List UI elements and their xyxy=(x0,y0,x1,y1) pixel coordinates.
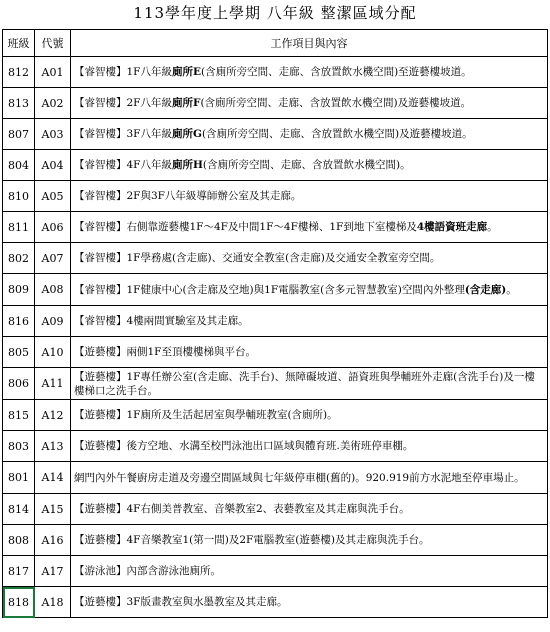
class-cell[interactable]: 802 xyxy=(3,243,35,274)
task-text: 【遊藝樓】4F音樂教室1(第一間)及2F電腦教室(遊藝樓)及其走廊與洗手台。 xyxy=(74,534,430,546)
code-cell[interactable]: A01 xyxy=(35,57,71,88)
header-code[interactable]: 代號 xyxy=(35,30,71,57)
task-text: 【遊藝樓】1F專任辦公室(含走廊、洗手台)、無障礙坡道、語資班與學輔班外走廊(含洗手台)及一樓樓梯口之洗手台。 xyxy=(74,370,535,397)
class-cell[interactable]: 813 xyxy=(3,88,35,119)
table-row xyxy=(3,243,548,274)
table-row xyxy=(3,119,548,150)
table-row xyxy=(3,150,548,181)
cleaning-assignment-table xyxy=(2,29,548,618)
task-text: 【睿智樓】右側靠遊藝樓1F～4F及中間1F～4F樓梯、1F到地下室樓梯及 xyxy=(74,221,417,233)
table-row xyxy=(3,556,548,587)
table-row xyxy=(3,525,548,556)
code-cell[interactable]: A08 xyxy=(35,274,71,306)
task-text: 【睿智樓】1F健康中心(含走廊及空地)與1F電腦教室(含多元智慧教室)空間內外整理 xyxy=(74,283,465,296)
task-text-tail: 。 xyxy=(487,221,498,233)
table-body xyxy=(3,57,548,618)
header-class[interactable]: 班級 xyxy=(3,30,35,57)
table-row xyxy=(3,587,548,618)
task-cell[interactable] xyxy=(71,212,548,243)
code-cell[interactable]: A04 xyxy=(35,150,71,181)
task-cell[interactable] xyxy=(71,462,548,494)
page-title: 113學年度上學期 八年級 整潔區域分配 xyxy=(133,4,417,22)
class-cell[interactable]: 814 xyxy=(3,494,35,525)
table-row xyxy=(3,431,548,462)
class-cell[interactable]: 809 xyxy=(3,274,35,306)
class-cell[interactable]: 805 xyxy=(3,337,35,368)
task-cell[interactable] xyxy=(71,587,548,618)
code-cell[interactable]: A10 xyxy=(35,337,71,368)
task-text-tail: (含廁所旁空間、走廊、含放置飲水機空間)及遊藝樓坡道。 xyxy=(201,128,473,140)
class-cell[interactable]: 808 xyxy=(3,525,35,556)
code-cell[interactable]: A16 xyxy=(35,525,71,556)
code-cell[interactable]: A03 xyxy=(35,119,71,150)
class-cell[interactable]: 810 xyxy=(3,181,35,212)
task-text: 【游泳池】內部含游泳池廁所。 xyxy=(74,565,221,577)
task-cell[interactable] xyxy=(71,181,548,212)
class-cell[interactable]: 807 xyxy=(3,119,35,150)
code-cell[interactable]: A09 xyxy=(35,306,71,337)
task-cell[interactable] xyxy=(71,525,548,556)
task-cell[interactable] xyxy=(71,431,548,462)
header-row xyxy=(3,30,548,57)
task-text: 【睿智樓】1F八年級 xyxy=(74,66,172,78)
task-text-tail: (含廁所旁空間、走廊、含放置飲水機空間)至遊藝樓坡道。 xyxy=(200,66,472,78)
task-text: 【遊藝樓】1F廁所及生活起居室與學輔班教室(含廁所)。 xyxy=(74,409,338,421)
task-text: 【遊藝樓】後方空地、水溝至校門泳池出口區域與體育班.美術班停車棚。 xyxy=(74,440,414,452)
code-cell[interactable]: A02 xyxy=(35,88,71,119)
table-row xyxy=(3,494,548,525)
task-text-bold: 廁所G xyxy=(171,128,202,140)
code-cell[interactable]: A07 xyxy=(35,243,71,274)
task-text-bold: (含走廊) xyxy=(464,283,507,296)
table-row xyxy=(3,462,548,494)
code-cell[interactable]: A13 xyxy=(35,431,71,462)
task-text: 【睿智樓】2F八年級 xyxy=(74,97,172,109)
class-cell[interactable]: 801 xyxy=(3,462,35,494)
class-cell[interactable]: 816 xyxy=(3,306,35,337)
class-cell[interactable]: 815 xyxy=(3,400,35,431)
code-cell[interactable]: A12 xyxy=(35,400,71,431)
task-text: 【睿智樓】4F八年級 xyxy=(74,159,172,171)
table-row xyxy=(3,181,548,212)
table-row xyxy=(3,368,548,400)
code-cell[interactable]: A17 xyxy=(35,556,71,587)
table-row xyxy=(3,88,548,119)
task-text-bold: 廁所E xyxy=(171,66,201,78)
task-text-tail: 。 xyxy=(506,283,517,296)
code-cell[interactable]: A06 xyxy=(35,212,71,243)
task-cell[interactable] xyxy=(71,88,548,119)
task-text: 【睿智樓】2F與3F八年級導師辦公室及其走廊。 xyxy=(74,190,302,202)
task-cell[interactable] xyxy=(71,494,548,525)
class-cell[interactable]: 812 xyxy=(3,57,35,88)
table-row xyxy=(3,306,548,337)
table-row xyxy=(3,57,548,88)
header-task[interactable]: 工作項目與內容 xyxy=(71,30,548,57)
task-text: 【睿智樓】4樓兩間實驗室及其走廊。 xyxy=(74,315,249,327)
code-cell[interactable]: A15 xyxy=(35,494,71,525)
code-cell[interactable]: A14 xyxy=(35,462,71,494)
task-cell[interactable] xyxy=(71,306,548,337)
task-text: 【遊藝樓】3F版畫教室與水墨教室及其走廊。 xyxy=(74,596,288,608)
code-cell[interactable]: A05 xyxy=(35,181,71,212)
task-text-bold: 廁所F xyxy=(171,97,201,109)
task-cell[interactable] xyxy=(71,119,548,150)
code-cell[interactable]: A11 xyxy=(35,368,71,400)
task-cell[interactable] xyxy=(71,243,548,274)
class-cell[interactable]: 811 xyxy=(3,212,35,243)
table-row xyxy=(3,274,548,306)
task-cell[interactable] xyxy=(71,274,548,306)
task-cell[interactable] xyxy=(71,368,548,400)
task-text-tail: (含廁所旁空間、走廊、含放置飲水機空間)。 xyxy=(202,159,411,171)
task-cell[interactable] xyxy=(71,57,548,88)
task-cell[interactable] xyxy=(71,400,548,431)
task-text-bold: 廁所H xyxy=(171,159,203,171)
class-cell-selected[interactable]: 818 xyxy=(3,587,35,618)
task-text: 網門內外午餐廚房走道及旁邊空間區域與七年級停車棚(舊的)。920.919前方水泥地至停車場止。 xyxy=(74,471,525,484)
class-cell[interactable]: 804 xyxy=(3,150,35,181)
task-cell[interactable] xyxy=(71,337,548,368)
task-text: 【遊藝樓】兩側1F至頂樓樓梯與平台。 xyxy=(74,346,256,358)
task-cell[interactable] xyxy=(71,556,548,587)
task-text-tail: (含廁所旁空間、走廊、含放置飲水機空間)及遊藝樓坡道。 xyxy=(200,97,472,109)
table-row xyxy=(3,337,548,368)
task-text: 【睿智樓】3F八年級 xyxy=(74,128,172,140)
task-cell[interactable] xyxy=(71,150,548,181)
task-text: 【遊藝樓】4F右側美普教室、音樂教室2、表藝教室及其走廊與洗手台。 xyxy=(74,503,410,515)
class-cell[interactable]: 803 xyxy=(3,431,35,462)
task-text-bold: 4樓語資班走廊 xyxy=(416,221,488,233)
task-text: 【睿智樓】1F學務處(含走廊)、交通安全教室(含走廊)及交通安全教室旁空間。 xyxy=(74,252,441,264)
class-cell[interactable]: 806 xyxy=(3,368,35,400)
class-cell[interactable]: 817 xyxy=(3,556,35,587)
code-cell[interactable]: A18 xyxy=(35,587,71,618)
table-row xyxy=(3,212,548,243)
table-row xyxy=(3,400,548,431)
